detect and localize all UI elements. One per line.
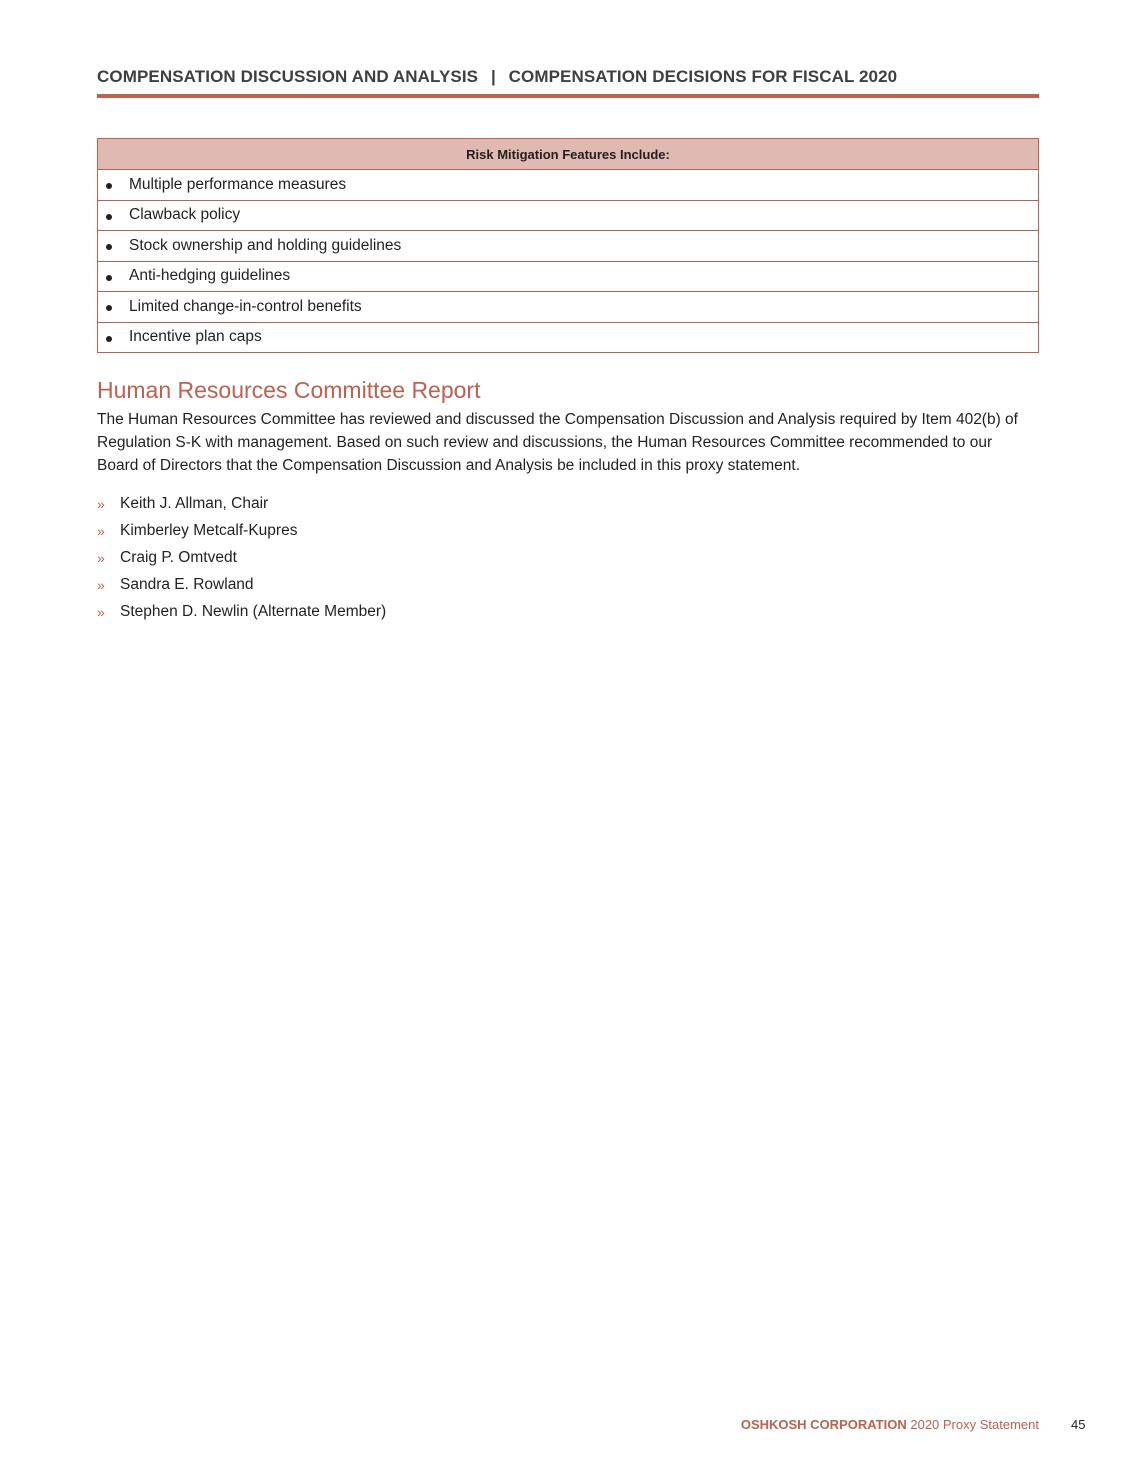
header-subsection-title: COMPENSATION DECISIONS FOR FISCAL 2020 <box>508 67 898 86</box>
table-row <box>98 231 1039 262</box>
risk-table-cell <box>98 200 1039 231</box>
committee-member-list <box>97 490 386 625</box>
header-section-title: COMPENSATION DISCUSSION AND ANALYSIS <box>97 67 479 86</box>
list-item <box>97 490 386 517</box>
risk-feature-label: Limited change-in-control benefits <box>129 297 362 315</box>
double-chevron-icon: » <box>97 522 105 539</box>
double-chevron-icon: » <box>97 576 105 593</box>
report-body-paragraph: The Human Resources Committee has reviewed and discussed the Compensation Discussion and Analysis required by Item 402(b) of Regulation S-K with management. Based on such review and discussions, the Human Resources Committee recommended to our Board of Directors that the Compensation Discussion and Analysis be included in this proxy statement. <box>97 411 1018 474</box>
list-item <box>97 598 386 625</box>
risk-table-header-row <box>98 139 1039 170</box>
table-row <box>98 292 1039 323</box>
member-name: Keith J. Allman, Chair <box>120 494 269 512</box>
risk-feature-label: Incentive plan caps <box>129 328 262 346</box>
bullet-icon <box>106 183 112 189</box>
bullet-icon <box>106 305 112 311</box>
risk-mitigation-table <box>97 138 1039 353</box>
risk-feature-label: Clawback policy <box>129 206 241 224</box>
footer-company-name: OSHKOSH CORPORATION <box>740 1417 907 1432</box>
page-footer <box>741 1416 1039 1434</box>
double-chevron-icon: » <box>97 549 105 566</box>
bullet-icon <box>106 214 112 220</box>
bullet-icon <box>106 336 112 342</box>
table-row <box>98 170 1039 201</box>
risk-feature-label: Anti-hedging guidelines <box>129 267 291 285</box>
risk-table-cell <box>98 292 1039 323</box>
member-name: Stephen D. Newlin (Alternate Member) <box>120 602 387 620</box>
running-header <box>97 66 1039 98</box>
risk-table-cell <box>98 322 1039 353</box>
list-item <box>97 517 386 544</box>
table-row <box>98 322 1039 353</box>
member-name: Kimberley Metcalf-Kupres <box>120 521 298 539</box>
bullet-icon <box>106 275 112 281</box>
risk-table-cell <box>98 170 1039 201</box>
section-title: Human Resources Committee Report <box>97 377 481 403</box>
double-chevron-icon: » <box>97 495 105 512</box>
risk-feature-label: Multiple performance measures <box>129 175 347 193</box>
risk-table-heading: Risk Mitigation Features Include: <box>98 139 1039 170</box>
table-row <box>98 200 1039 231</box>
list-item <box>97 571 386 598</box>
bullet-icon <box>106 244 112 250</box>
running-header-text <box>97 66 1039 88</box>
double-chevron-icon: » <box>97 603 105 620</box>
list-item <box>97 544 386 571</box>
header-separator: | <box>490 67 496 86</box>
footer-document-title: 2020 Proxy Statement <box>910 1417 1039 1432</box>
risk-feature-label: Stock ownership and holding guidelines <box>129 236 402 254</box>
risk-table-cell <box>98 261 1039 292</box>
page-number: 45 <box>1071 1417 1086 1432</box>
member-name: Craig P. Omtvedt <box>120 548 237 566</box>
risk-table-cell <box>98 231 1039 262</box>
table-row <box>98 261 1039 292</box>
member-name: Sandra E. Rowland <box>120 575 254 593</box>
